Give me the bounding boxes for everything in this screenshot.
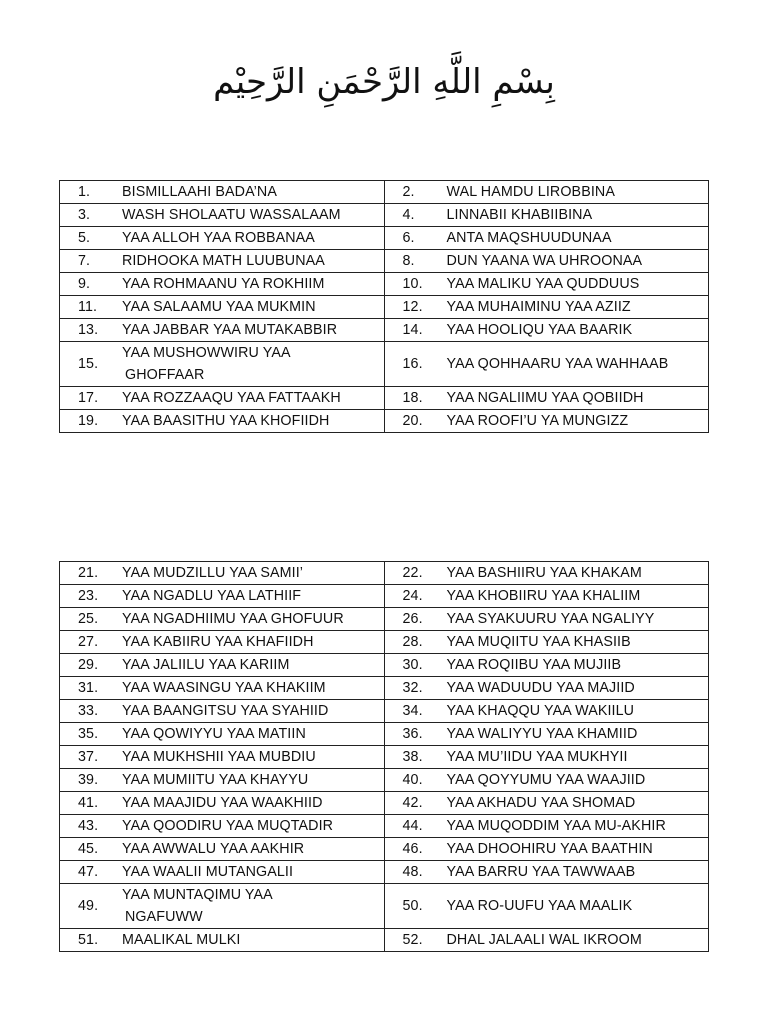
item-name: [122, 654, 384, 676]
item-name-line: YAA NGADHIIMU YAA GHOFUUR: [122, 611, 344, 627]
item-name-line: YAA WALIYYU YAA KHAMIID: [446, 726, 638, 742]
item-name-line: YAA MUDZILLU YAA SAMII’: [122, 565, 304, 581]
table-row: [60, 608, 709, 631]
item-number: 9.: [78, 276, 91, 292]
item-number: 51.: [78, 932, 99, 948]
item-name-line: ANTA MAQSHUUDUNAA: [446, 230, 612, 246]
item-name: [122, 792, 384, 814]
item-name: [122, 273, 384, 295]
item-name: [122, 562, 384, 584]
item-name-line: YAA WAALII MUTANGALII: [122, 864, 294, 880]
item-name: [447, 631, 709, 653]
table-cell: [384, 929, 709, 952]
item-number: 36.: [402, 726, 423, 742]
item-number: 48.: [402, 864, 423, 880]
item-number: 6.: [402, 230, 415, 246]
item-number: 19.: [78, 413, 99, 429]
item-number: 24.: [402, 588, 423, 604]
table-cell: [60, 387, 385, 410]
table-cell: [384, 723, 709, 746]
item-name: [122, 929, 384, 951]
table-cell: [60, 608, 385, 631]
table-cell: [384, 838, 709, 861]
table-row: [60, 296, 709, 319]
table-cell: [60, 654, 385, 677]
item-number: 41.: [78, 795, 99, 811]
item-name-line: YAA MUMIITU YAA KHAYYU: [122, 772, 309, 788]
table-cell: [60, 838, 385, 861]
item-name: [122, 700, 384, 722]
item-name: [122, 861, 384, 883]
item-number: 42.: [402, 795, 423, 811]
item-name-line: YAA KHAQQU YAA WAKIILU: [446, 703, 635, 719]
item-number: 52.: [402, 932, 423, 948]
table-cell: [384, 181, 709, 204]
item-name-line: YAA MUSHOWWIRU YAA: [122, 345, 291, 361]
item-name: [122, 631, 384, 653]
item-name-line: DHAL JALAALI WAL IKROOM: [446, 932, 642, 948]
item-number: 32.: [402, 680, 423, 696]
table-cell: [384, 746, 709, 769]
table-cell: [384, 227, 709, 250]
table-cell: [384, 677, 709, 700]
item-number: 33.: [78, 703, 99, 719]
item-name-line: YAA BAASITHU YAA KHOFIIDH: [122, 413, 330, 429]
item-name-line: NGAFUWW: [125, 909, 203, 925]
item-name-line: YAA MUQODDIM YAA MU-AKHIR: [446, 818, 666, 834]
item-number: 46.: [402, 841, 423, 857]
table-row: [60, 792, 709, 815]
item-number: 11.: [78, 299, 98, 315]
table-cell: [60, 296, 385, 319]
table-cell: [60, 410, 385, 433]
item-name-line: YAA BAANGITSU YAA SYAHIID: [122, 703, 329, 719]
item-name-line: YAA ROOFI’U YA MUNGIZZ: [446, 413, 629, 429]
item-number: 16.: [402, 356, 423, 372]
table-cell: [60, 746, 385, 769]
item-number: 26.: [402, 611, 423, 627]
item-name-line: YAA MALIKU YAA QUDDUUS: [446, 276, 640, 292]
item-number: 29.: [78, 657, 99, 673]
item-name-line: YAA SALAAMU YAA MUKMIN: [122, 299, 316, 315]
item-name: [122, 250, 384, 272]
table-cell: [60, 929, 385, 952]
item-name-line: YAA QOYYUMU YAA WAAJIID: [446, 772, 646, 788]
table-cell: [60, 204, 385, 227]
item-name: [447, 319, 709, 341]
item-name: [447, 273, 709, 295]
item-name-line: LINNABII KHABIIBINA: [446, 207, 593, 223]
item-name-line: WASH SHOLAATU WASSALAAM: [122, 207, 341, 223]
table-cell: [60, 631, 385, 654]
table-cell: [384, 319, 709, 342]
item-name-line: BISMILLAAHI BADA’NA: [122, 184, 277, 200]
item-number: 27.: [78, 634, 99, 650]
table-cell: [384, 700, 709, 723]
table-row: [60, 631, 709, 654]
item-name: [447, 838, 709, 860]
item-name: [447, 792, 709, 814]
table-cell: [60, 250, 385, 273]
table-cell: [60, 562, 385, 585]
item-name-line: YAA NGALIIMU YAA QOBIIDH: [446, 390, 644, 406]
item-name: [447, 815, 709, 837]
table-cell: [384, 815, 709, 838]
names-table-2: [59, 561, 709, 952]
table-cell: [60, 769, 385, 792]
table-row: [60, 204, 709, 227]
item-name: [447, 929, 709, 951]
item-number: 31.: [78, 680, 99, 696]
item-number: 35.: [78, 726, 99, 742]
table-cell: [384, 608, 709, 631]
table-row: [60, 273, 709, 296]
table-row: [60, 884, 709, 929]
item-name-line: YAA ROZZAAQU YAA FATTAAKH: [122, 390, 341, 406]
item-name: [122, 677, 384, 699]
item-name-line: DUN YAANA WA UHROONAA: [446, 253, 643, 269]
item-name: [122, 815, 384, 837]
table-cell: [60, 319, 385, 342]
table-cell: [384, 861, 709, 884]
table-cell: [384, 884, 709, 929]
item-number: 23.: [78, 588, 99, 604]
item-number: 38.: [402, 749, 423, 765]
table-cell: [384, 631, 709, 654]
item-number: 13.: [78, 322, 99, 338]
item-name: [122, 746, 384, 768]
table-cell: [60, 884, 385, 929]
item-name: [122, 608, 384, 630]
table-cell: [384, 204, 709, 227]
table-cell: [60, 815, 385, 838]
item-name: [447, 204, 709, 226]
item-name-line: YAA KHOBIIRU YAA KHALIIM: [446, 588, 641, 604]
table-cell: [384, 410, 709, 433]
item-name: [122, 296, 384, 318]
item-number: 8.: [402, 253, 415, 269]
item-name: [122, 319, 384, 341]
item-name-line: YAA HOOLIQU YAA BAARIK: [446, 322, 633, 338]
item-number: 10.: [402, 276, 423, 292]
item-name: [447, 746, 709, 768]
item-name: [447, 861, 709, 883]
table-cell: [384, 792, 709, 815]
table-cell: [384, 387, 709, 410]
item-name: [122, 204, 384, 226]
table-row: [60, 654, 709, 677]
table-row: [60, 562, 709, 585]
item-name: [122, 410, 384, 432]
item-number: 3.: [78, 207, 91, 223]
item-number: 45.: [78, 841, 99, 857]
table-cell: [60, 723, 385, 746]
item-name: [447, 700, 709, 722]
table-cell: [60, 227, 385, 250]
item-number: 43.: [78, 818, 99, 834]
table-cell: [384, 769, 709, 792]
item-name: [447, 387, 709, 409]
item-name-line: YAA JALIILU YAA KARIIM: [122, 657, 290, 673]
item-name: [447, 562, 709, 584]
table-row: [60, 769, 709, 792]
item-number: 44.: [402, 818, 423, 834]
item-name: [447, 654, 709, 676]
item-number: 15.: [78, 356, 99, 372]
table-cell: [60, 585, 385, 608]
item-number: 5.: [78, 230, 91, 246]
table-cell: [384, 273, 709, 296]
item-name-line: YAA ROQIIBU YAA MUJIIB: [446, 657, 622, 673]
item-number: 39.: [78, 772, 99, 788]
item-number: 40.: [402, 772, 423, 788]
item-name-line: YAA QOHHAARU YAA WAHHAAB: [446, 356, 669, 372]
table-row: [60, 250, 709, 273]
item-number: 47.: [78, 864, 99, 880]
item-name-line: YAA MUNTAQIMU YAA: [122, 887, 273, 903]
table-row: [60, 227, 709, 250]
item-name: [447, 895, 709, 917]
item-name-line: RIDHOOKA MATH LUUBUNAA: [122, 253, 325, 269]
item-name-line: YAA MUQIITU YAA KHASIIB: [446, 634, 631, 650]
item-name: [122, 585, 384, 607]
item-number: 14.: [402, 322, 423, 338]
table-cell: [60, 677, 385, 700]
table-cell: [60, 700, 385, 723]
item-name: [447, 677, 709, 699]
table-cell: [384, 342, 709, 387]
table-row: [60, 746, 709, 769]
table-row: [60, 342, 709, 387]
item-name: [447, 296, 709, 318]
item-name: [447, 585, 709, 607]
item-name-line: YAA KABIIRU YAA KHAFIIDH: [122, 634, 314, 650]
table-row: [60, 700, 709, 723]
item-number: 28.: [402, 634, 423, 650]
item-name-line: MAALIKAL MULKI: [122, 932, 241, 948]
item-number: 18.: [402, 390, 423, 406]
table-row: [60, 410, 709, 433]
item-number: 17.: [78, 390, 99, 406]
table-cell: [384, 296, 709, 319]
table-row: [60, 861, 709, 884]
table-cell: [384, 250, 709, 273]
item-name-line: YAA MUKHSHII YAA MUBDIU: [122, 749, 316, 765]
item-name-line: YAA AWWALU YAA AAKHIR: [122, 841, 305, 857]
item-name-line: WAL HAMDU LIROBBINA: [446, 184, 615, 200]
item-name: [122, 227, 384, 249]
table-row: [60, 838, 709, 861]
item-name: [122, 884, 384, 928]
table-cell: [384, 562, 709, 585]
item-name: [447, 227, 709, 249]
item-name: [447, 608, 709, 630]
table-row: [60, 181, 709, 204]
item-name-line: YAA QOWIYYU YAA MATIIN: [122, 726, 306, 742]
table-cell: [384, 654, 709, 677]
table-cell: [60, 861, 385, 884]
item-name: [122, 769, 384, 791]
item-name: [122, 838, 384, 860]
item-number: 25.: [78, 611, 99, 627]
table-row: [60, 723, 709, 746]
names-table-1: [59, 180, 709, 433]
table-row: [60, 319, 709, 342]
table-row: [60, 585, 709, 608]
table-row: [60, 929, 709, 952]
table-row: [60, 387, 709, 410]
item-name: [122, 342, 384, 386]
bismillah-heading: بِسْمِ اللَّهِ الرَّحْمَنِ الرَّحِيْم: [213, 62, 555, 102]
item-name-line: YAA WAASINGU YAA KHAKIIM: [122, 680, 326, 696]
item-name-line: YAA JABBAR YAA MUTAKABBIR: [122, 322, 338, 338]
item-name-line: YAA MU’IIDU YAA MUKHYII: [446, 749, 628, 765]
table-row: [60, 815, 709, 838]
item-number: 22.: [402, 565, 423, 581]
item-name-line: YAA QOODIRU YAA MUQTADIR: [122, 818, 334, 834]
item-name: [447, 410, 709, 432]
item-name-line: YAA WADUUDU YAA MAJIID: [446, 680, 635, 696]
item-name-line: YAA MUHAIMINU YAA AZIIZ: [446, 299, 631, 315]
item-number: 4.: [402, 207, 415, 223]
item-number: 21.: [78, 565, 99, 581]
item-number: 20.: [402, 413, 423, 429]
item-name: [447, 250, 709, 272]
item-name: [447, 769, 709, 791]
item-name: [447, 181, 709, 203]
item-number: 12.: [402, 299, 423, 315]
item-name: [122, 181, 384, 203]
item-name-line: YAA BASHIIRU YAA KHAKAM: [446, 565, 642, 581]
item-number: 49.: [78, 898, 99, 914]
table-cell: [60, 181, 385, 204]
table-cell: [60, 792, 385, 815]
item-name-line: GHOFFAAR: [125, 367, 205, 383]
item-number: 30.: [402, 657, 423, 673]
item-number: 2.: [402, 184, 415, 200]
item-name-line: YAA ALLOH YAA ROBBANAA: [122, 230, 315, 246]
table-cell: [60, 273, 385, 296]
item-name-line: YAA BARRU YAA TAWWAAB: [446, 864, 636, 880]
item-name: [122, 387, 384, 409]
item-number: 7.: [78, 253, 91, 269]
item-name: [122, 723, 384, 745]
item-name-line: YAA MAAJIDU YAA WAAKHIID: [122, 795, 323, 811]
item-name-line: YAA AKHADU YAA SHOMAD: [446, 795, 636, 811]
item-name: [447, 353, 709, 375]
item-number: 34.: [402, 703, 423, 719]
table-cell: [60, 342, 385, 387]
item-number: 50.: [402, 898, 423, 914]
item-name-line: YAA NGADLU YAA LATHIIF: [122, 588, 302, 604]
item-number: 37.: [78, 749, 99, 765]
item-number: 1.: [78, 184, 91, 200]
table-cell: [384, 585, 709, 608]
item-name-line: YAA ROHMAANU YA ROKHIIM: [122, 276, 325, 292]
item-name-line: YAA SYAKUURU YAA NGALIYY: [446, 611, 655, 627]
item-name-line: YAA RO-UUFU YAA MAALIK: [446, 898, 633, 914]
item-name-line: YAA DHOOHIRU YAA BAATHIN: [446, 841, 653, 857]
item-name: [447, 723, 709, 745]
table-row: [60, 677, 709, 700]
